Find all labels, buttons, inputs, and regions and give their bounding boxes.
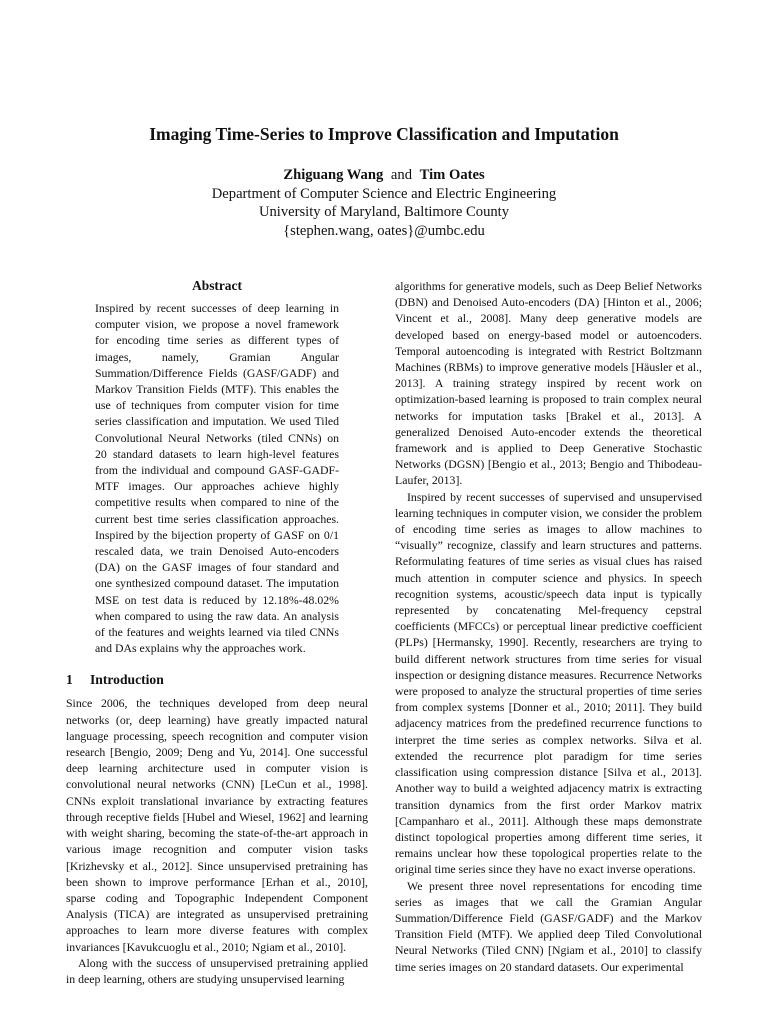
right-column [395,278,702,975]
abstract-heading: Abstract [192,278,242,293]
section-number: 1 [66,672,73,688]
author-block [0,166,768,240]
abstract-body [95,300,339,656]
section-title: Introduction [90,672,164,688]
author-email: {stephen.wang, oates}@umbc.edu [283,222,485,239]
right-paragraph-3: We present three novel representations for encoding time series as images that we call the Gramian Angular Summation/Difference Field (GASF/GADF) and the Markov Transition Field (MTF). We applied deep Tiled Convolutional Neural Networks (Tiled CNN) [Ngiam et al., 2010] to classify time series images on 20 standard datasets. Our experimental [395,878,702,974]
author-names [0,166,768,185]
author-conjunction: and [390,167,412,183]
right-paragraph-1: algorithms for generative models, such as Deep Belief Networks (DBN) and Denoised Auto-encoders (DA) [Hinton et al., 2006; Vincent et al., 2008]. Many deep generative models are developed based on energy-based model or autoencoders. Temporal autoencoding is integrated with Restrict Boltzmann Machines (RBMs) to improve generative models [Häusler et al., 2013]. A training strategy inspired by recent work on optimization-based learning is proposed to train complex neural networks for imputation tasks [Brakel et al., 2013]. A generalized Denoised Auto-encoder extends the theoretical framework and is applied to Deep Generative Stochastic Networks (DGSN) [Bengio et al., 2013; Bengio and Thibodeau-Laufer, 2013]. [395,279,702,488]
intro-paragraph-1: Since 2006, the techniques developed from deep neural networks (or, deep learning) have greatly impacted natural language processing, speech recognition and computer vision research [Bengio, 2009; Deng and Yu, 2014]. One successful deep learning architecture used in computer vision is convolutional neural networks (CNN) [LeCun et al., 1998]. CNNs exploit translational invariance by extracting features through receptive fields [Hubel and Wiesel, 1962] and learning with weight sharing, becoming the state-of-the-art approach in various image recognition and computer vision tasks [Krizhevsky et al., 2012]. Since unsupervised pretraining has been shown to improve performance [Erhan et al., 2010], sparse coding and Topographic Independent Component Analysis (TICA) are integrated as unsupervised pretraining approaches to learn more diverse features with complex invariances [Kavukcuoglu et al., 2010; Ngiam et al., 2010]. [66,696,368,954]
abstract-text: Inspired by recent successes of deep learning in computer vision, we propose a novel framework for encoding time series as different types of images, namely, Gramian Angular Summation/Difference Fields (GASF/GADF) and Markov Transition Fields (MTF). This enables the use of techniques from computer vision for time series classification and imputation. We used Tiled Convolutional Neural Networks (tiled CNNs) on 20 standard datasets to learn high-level features from the individual and compound GASF-GADF-MTF images. Our approaches achieve highly competitive results when compared to nine of the current best time series classification approaches. Inspired by the bijection property of GASF on 0/1 rescaled data, we train Denoised Auto-encoders (DA) on the GASF images of four standard and one synthesized compound dataset. The imputation MSE on test data is reduced by 12.18%-48.02% when compared to using the raw data. An analysis of the features and weights learned via tiled CNNs and DAs explains why the approaches work. [95,301,339,656]
section-heading-introduction [66,672,368,688]
intro-paragraph-2: Along with the success of unsupervised pretraining applied in deep learning, others are studying unsupervised learning [66,955,368,986]
author-department: Department of Computer Science and Electric Engineering [211,185,557,202]
author-2: Tim Oates [419,167,485,183]
paper-title: Imaging Time-Series to Improve Classification and Imputation [149,124,619,144]
left-column [66,278,368,987]
right-paragraph-2: Inspired by recent successes of supervised and unsupervised learning techniques in computer vision, we consider the problem of encoding time series as images to allow machines to “visually” recognize, classify and learn structures and patterns. Reformulating features of time series as visual clues has raised much attention in computer science and physics. In speech recognition systems, acoustic/speech data input is typically represented by concatenating Mel-frequency cepstral coefficients (MFCCs) or perceptual linear predictive coefficient (PLPs) [Hermansky, 1990]. Recently, researchers are trying to build different network structures from time series for visual inspection or designing distance measures. Recurrence Networks were proposed to analyze the structural properties of time series from complex systems [Donner et al., 2010; 2011]. They build adjacency matrices from the predefined recurrence functions to interpret the time series as complex networks. Silva et al. extended the recurrence plot paradigm for time series classification using compression distance [Silva et al., 2013]. Another way to build a weighted adjacency matrix is extracting transition dynamics from the first order Markov matrix [Campanharo et al., 2011]. Although these maps demonstrate distinct topological properties among different time series, it remains unclear how these topological properties relate to the original time series since they have no exact inverse operations. [395,489,702,877]
author-1: Zhiguang Wang [283,167,384,183]
author-university: University of Maryland, Baltimore County [258,204,510,221]
